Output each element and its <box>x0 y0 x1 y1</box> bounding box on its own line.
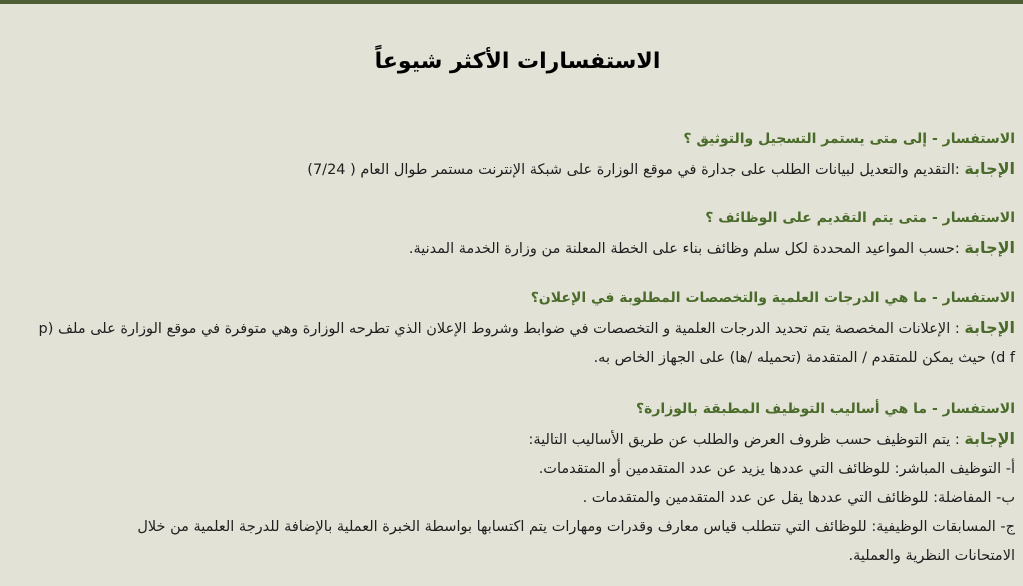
faq-answer-text: : الإعلانات المخصصة يتم تحديد الدرجات العلمية و التخصصات في ضوابط وشروط الإعلان الذي تطرحه الوزارة وهي متوفرة في موقع الوزارة على ملف (p <box>38 321 960 337</box>
faq-answer <box>14 154 1015 185</box>
faq-item <box>14 398 1015 571</box>
faq-item <box>14 128 1015 185</box>
faq-answer-text: :حسب المواعيد المحددة لكل سلم وظائف بناء على الخطة المعلنة من وزارة الخدمة المدنية. <box>408 241 960 257</box>
answer-label: الإجابة <box>964 238 1015 257</box>
faq-answer-line: d f) حيث يمكن للمتقدم / المتقدمة (تحميله /ها) على الجهاز الخاص به. <box>593 350 1015 366</box>
faq-question: الاستفسار - ما هي أساليب التوظيف المطبقة بالوزارة؟ <box>635 401 1015 417</box>
page-title: الاستفسارات الأكثر شيوعاً <box>374 49 661 74</box>
faq-answer-line <box>14 233 1015 264</box>
faq-answer-text: :التقديم والتعديل لبيانات الطلب على جدارة في موقع الوزارة على شبكة الإنترنت مستمر طوال العام ( 7/24) <box>307 162 960 178</box>
faq-question: الاستفسار - ما هي الدرجات العلمية والتخصصات المطلوبة في الإعلان؟ <box>530 290 1015 306</box>
faq-answer <box>14 424 1015 571</box>
faq-answer-line <box>14 424 1015 455</box>
faq-answer-line <box>14 313 1015 344</box>
faq-page <box>0 4 1023 586</box>
answer-label: الإجابة <box>964 429 1015 448</box>
faq-answer-line: أ- التوظيف المباشر: للوظائف التي عددها يزيد عن عدد المتقدمين أو المتقدمات. <box>538 461 1015 477</box>
answer-label: الإجابة <box>964 159 1015 178</box>
answer-label: الإجابة <box>964 318 1015 337</box>
faq-question: الاستفسار - متى يتم التقديم على الوظائف ؟ <box>705 210 1015 226</box>
faq-item <box>14 287 1015 373</box>
faq-answer <box>14 233 1015 264</box>
faq-answer-line: ج- المسابقات الوظيفية: للوظائف التي تتطلب قياس معارف وقدرات ومهارات يتم اكتسابها بواسطة الخبرة العملية بالإضافة للدرجة العلمية من خلال <box>137 519 1015 535</box>
faq-answer-text: : يتم التوظيف حسب ظروف العرض والطلب عن طريق الأساليب التالية: <box>528 432 960 448</box>
faq-answer <box>14 313 1015 373</box>
faq-answer-line <box>14 154 1015 185</box>
faq-item <box>14 207 1015 264</box>
faq-answer-line: ب- المفاضلة: للوظائف التي عددها يقل عن عدد المتقدمين والمتقدمات . <box>582 490 1015 506</box>
faq-question: الاستفسار - إلى متى يستمر التسجيل والتوثيق ؟ <box>683 131 1015 147</box>
faq-answer-line: الامتحانات النظرية والعملية. <box>848 548 1015 564</box>
